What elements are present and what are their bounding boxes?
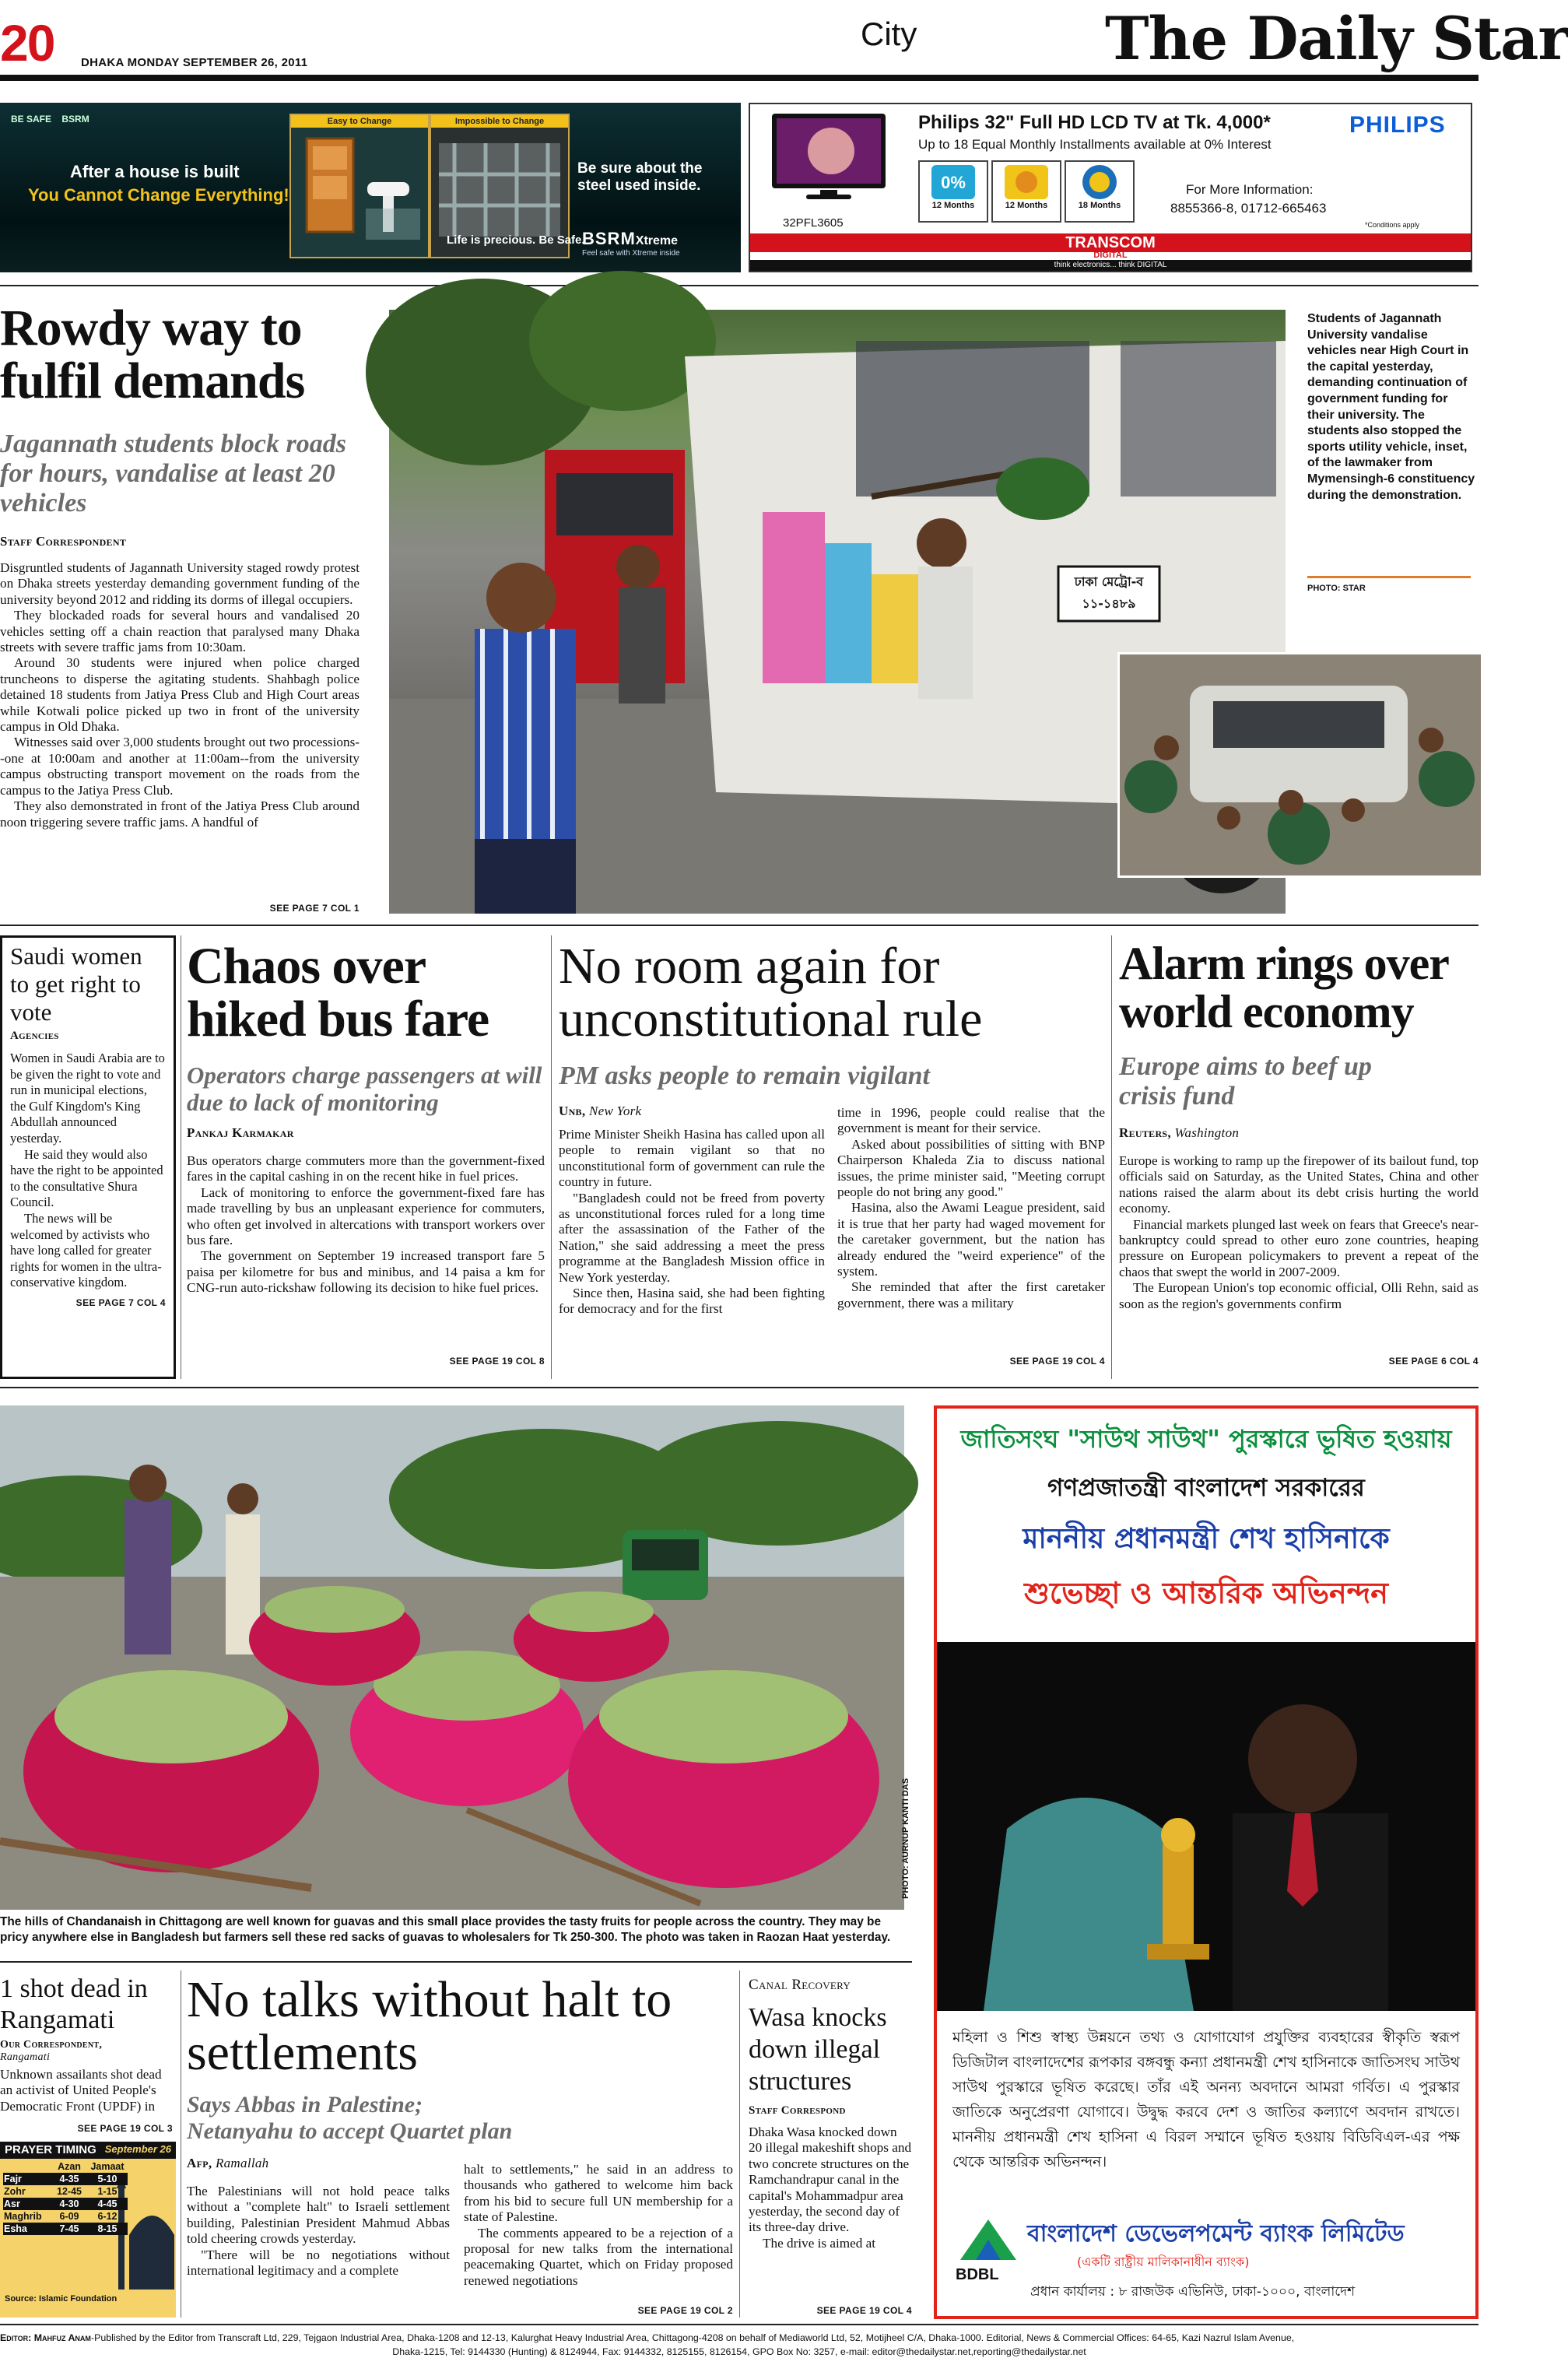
economy-para: The European Union's top economic official, Olli Rehn, said as soon as the region's governments confirm: [1119, 1280, 1479, 1311]
economy-para: Financial markets plunged last week on fears that Greece's near-bankruptcy could spread to other euro zone countries, heaping pressure on European policymakers to prevent a repeat of the chaos that swept the world in 2007-2009.: [1119, 1216, 1479, 1279]
bus-para: Lack of monitoring to enforce the government-fixed fare has made travelling by bus an unpleasant experience for commuters, who often get involved in altercations with transport workers over bus fare.: [187, 1184, 545, 1248]
section-title: City: [861, 16, 917, 52]
rangamati-see-page: SEE PAGE 19 COL 3: [77, 2123, 173, 2134]
lead-inset-photo: [1117, 652, 1483, 878]
pm-para: time in 1996, people could realise that the government is meant for their service.: [837, 1105, 1105, 1136]
transcom-dealer: TRANSCOM: [1065, 234, 1156, 251]
bus-plate-text: ঢাকা মেট্রো-ব ১১-১৪৮৯: [1074, 574, 1144, 611]
bsrm-right-text: Be sure about the steel used inside.: [577, 160, 703, 194]
lead-para: They blockaded roads for several hours and vandalised 20 vehicles setting off a chain reaction that paralysed many Dhaka streets with severe traffic jams from 10:30am.: [0, 608, 360, 655]
rule-below-lead: [0, 925, 1479, 926]
prayer-azan: 12-45: [57, 2186, 82, 2197]
lead-para: Around 30 students were injured when police charged truncheons to disperse the agitating students. Shahbagh police detained 18 students from Jatiya Press Club and High Court areas while Kotwali police picked up two in front of the university campus in Old Dhaka.: [0, 655, 360, 735]
bus-byline: Pankaj Karmakar: [187, 1125, 294, 1140]
prayer-name: Maghrib: [4, 2211, 42, 2222]
prayer-azan: 4-35: [59, 2174, 79, 2184]
prayer-row: [3, 2185, 128, 2198]
pm-body-col2: [837, 1105, 1105, 1311]
lead-see-page: SEE PAGE 7 COL 1: [269, 903, 360, 914]
award-ceremony-illustration: [937, 1642, 1475, 2011]
bsrm-headline-2: You Cannot Change Everything!: [28, 185, 289, 205]
philips-badges: [918, 160, 1152, 223]
prayer-azan: 7-45: [59, 2223, 79, 2234]
bus-see-page: SEE PAGE 19 COL 8: [449, 1356, 545, 1367]
footer-rule: [0, 2324, 1479, 2325]
rangamati-byline-place: Rangamati: [0, 2051, 51, 2063]
bdbl-line-4: শুভেচ্ছা ও আন্তরিক অভিনন্দন: [1024, 1576, 1388, 1610]
rangamati-headline: 1 shot dead in Rangamati: [0, 1974, 148, 2034]
bsrm-brand: BSRM: [582, 229, 636, 248]
bdbl-logo-text: BDBL: [956, 2266, 999, 2283]
wasa-label: Canal Recovery: [749, 1977, 851, 1993]
footer-line-1: [0, 2332, 1479, 2344]
saudi-body: [10, 1051, 166, 1291]
philips-phones: 8855366-8, 01712-665463: [1170, 201, 1327, 216]
crowd-inset-illustration: [1120, 654, 1481, 875]
philips-conditions: *Conditions apply: [1365, 221, 1420, 229]
wasa-headline: Wasa knocks down illegal structures: [749, 2003, 887, 2096]
bdbl-address: প্রধান কার্যালয় : ৮ রাজউক এভিনিউ, ঢাকা-১০০০, বাংলাদেশ: [1030, 2284, 1356, 2300]
pm-para: Prime Minister Sheikh Hasina has called upon all people to remain vigilant so that no unconstitutional form of government can rule the country in future.: [559, 1127, 825, 1190]
philips-brand: PHILIPS: [1349, 112, 1446, 138]
abbas-byline-place: Ramallah: [215, 2156, 269, 2170]
lead-byline: Staff Correspondent: [0, 534, 127, 549]
wasa-see-page: SEE PAGE 19 COL 4: [816, 2305, 912, 2316]
bdbl-bank-block: [937, 2210, 1475, 2319]
prayer-jamaat: 5-10: [97, 2174, 118, 2184]
pm-headline: No room again for unconstitutional rule: [559, 938, 983, 1047]
pm-kicker: PM asks people to remain vigilant: [559, 1061, 930, 1090]
abbas-byline-source: Afp,: [187, 2156, 212, 2170]
transcom-sub: DIGITAL: [1093, 251, 1128, 260]
svg-text:0%: 0%: [941, 173, 966, 192]
philips-info-title: For More Information:: [1186, 182, 1314, 197]
ad-bsrm[interactable]: [0, 103, 741, 272]
economy-byline-source: Reuters,: [1119, 1125, 1171, 1140]
interest-icon: [1003, 163, 1050, 201]
bdbl-logo-icon: [952, 2216, 1023, 2263]
guava-market-illustration: [0, 1405, 904, 1910]
economy-byline: [1119, 1125, 1239, 1141]
saudi-see-page: SEE PAGE 7 COL 4: [75, 1297, 166, 1308]
rule-below-stories: [0, 1387, 1479, 1388]
transcom-bar: [750, 233, 1471, 252]
philips-subline: Up to 18 Equal Monthly Installments available at 0% Interest: [918, 137, 1272, 152]
lead-kicker: Jagannath students block roads for hours, vandalise at least 20 vehicles: [0, 430, 346, 518]
bus-kicker: Operators charge passengers at will due to lack of monitoring: [187, 1061, 542, 1116]
bdbl-line-2: গণপ্রজাতন্ত্রী বাংলাদেশ সরকারের: [1047, 1474, 1365, 1502]
lead-photo-caption: Students of Jagannath University vandalise vehicles near High Court in the capital yesterday, demanding continuation of government funding for their university. The students also stopped the sports utility vehicle, inset, of the lawmaker from Mymensingh-6 constituency during the demonstration.: [1307, 312, 1475, 502]
wasa-body: [749, 2125, 912, 2251]
pm-para: Since then, Hasina said, she had been fighting for democracy and for the first: [559, 1286, 825, 1317]
bsrm-brand-suffix: Xtreme: [635, 234, 679, 247]
pm-para: She reminded that after the first caretaker government, there was a military: [837, 1279, 1105, 1311]
bsrm-panel-impossible-label: Impossible to Change: [431, 115, 568, 128]
prayer-date: September 26: [104, 2143, 171, 2155]
economy-see-page: SEE PAGE 6 COL 4: [1388, 1356, 1479, 1367]
bus-body: [187, 1153, 545, 1297]
bsrm-tagline: Life is precious. Be Safe.: [447, 233, 585, 247]
saudi-story-box: [0, 935, 176, 1379]
bdbl-bank-name: বাংলাদেশ ডেভেলপমেন্ট ব্যাংক লিমিটেড: [1027, 2220, 1405, 2247]
prayer-row: [3, 2173, 128, 2185]
philips-badge-3: 18 Months: [1078, 201, 1121, 210]
abbas-para: The Palestinians will not hold peace talks without a "complete halt" to Israeli settlement building, Palestinian President Mahmud Abbas told cheering crowds yesterday.: [187, 2184, 450, 2247]
footer-editor-name: Mahfuz Anam: [33, 2332, 91, 2343]
lead-para: Disgruntled students of Jagannath University staged rowdy protest on Dhaka streets yesterday demanding government funding of the university beyond 2012 and ridding its dorms of illegal occupiers.: [0, 560, 360, 607]
prayer-name: Esha: [4, 2223, 27, 2234]
prayer-col-head: Jamaat: [90, 2161, 125, 2172]
bus-para: The government on September 19 increased transport fare 5 paisa per kilometre for bus and minibus, and 14 paisa a km for CNG-run auto-rickshaw following its decision to hike fuel prices.: [187, 1248, 545, 1296]
page-number: 20: [0, 14, 54, 72]
prayer-name: Fajr: [4, 2174, 22, 2184]
lead-body: [0, 560, 360, 830]
col-rule: [1111, 935, 1112, 1379]
bsrm-headline-1: After a house is built: [70, 162, 240, 181]
rangamati-byline: [0, 2039, 102, 2064]
header-rule: [0, 75, 1479, 81]
abbas-byline: [187, 2156, 268, 2171]
bsrm-safe-tag: BE SAFE: [11, 114, 52, 125]
rule-below-caption: [0, 1961, 912, 1963]
economy-body: [1119, 1153, 1479, 1312]
ad-philips[interactable]: [749, 103, 1472, 272]
saudi-para: The news will be welcomed by activists who have long called for greater rights for women in the ultra-conservative kingdom.: [10, 1210, 162, 1290]
guava-photo-credit: PHOTO: AURNUP KANTI DAS: [901, 1777, 910, 1899]
prayer-azan: 6-09: [59, 2211, 79, 2222]
footer-line-2: Dhaka-1215, Tel: 9144330 (Hunting) & 8124944, Fax: 9144332, 8125155, 8126154, GPO Box No: 3257, e-mail: editor@thedailystar.net,reporting@thedailystar.net: [392, 2346, 1086, 2357]
wasa-para: Dhaka Wasa knocked down 20 illegal makeshift shops and two concrete structures on the Ramchandrapur canal in the capital's Mohammadpur area yesterday, the second day of its three-day drive.: [749, 2125, 912, 2235]
pm-para: Hasina, also the Awami League president, said it is true that her party had waged movement for the caretaker government, but the nation has already endured the "weird experience" of the system.: [837, 1200, 1105, 1279]
bsrm-panel-easy-label: Easy to Change: [291, 115, 428, 128]
saudi-para: He said they would also have the right to be appointed to the consultative Shura Council.: [10, 1146, 163, 1210]
page-header: [0, 0, 1568, 86]
prayer-row: [3, 2210, 128, 2223]
lead-caption-rule: [1307, 576, 1471, 578]
guava-caption: The hills of Chandanaish in Chittagong are well known for guavas and this small place provides the tasty fruits for people across the country. They may be pricy anywhere else in Bangladesh but farmers sell these red sacks of guavas to wholesalers for Tk 250-300. The photo was taken in Raozan Haat yesterday.: [0, 1915, 891, 1944]
abbas-kicker: Says Abbas in Palestine; Netanyahu to accept Quartet plan: [187, 2092, 513, 2144]
ad-bdbl[interactable]: [934, 1405, 1479, 2319]
tv-icon: [770, 112, 887, 204]
prayer-row: [3, 2223, 128, 2235]
philips-model: 32PFL3605: [783, 216, 844, 230]
lead-photo-credit: PHOTO: STAR: [1307, 584, 1366, 593]
prayer-azan: 4-30: [59, 2198, 79, 2209]
prayer-timing-box: [0, 2142, 176, 2318]
prayer-name: Asr: [4, 2198, 20, 2209]
footer-editor-label: Editor:: [0, 2332, 32, 2343]
prayer-jamaat: 6-12: [97, 2211, 118, 2222]
economy-kicker: Europe aims to beef up crisis fund: [1119, 1052, 1372, 1111]
prayer-jamaat: 8-15: [97, 2223, 118, 2234]
prayer-row: [3, 2198, 128, 2210]
economy-para: Europe is working to ramp up the firepower of its bailout fund, top officials said on Saturday, as the United States, China and other nations raised the alarm about its debt crisis hurting the world economy.: [1119, 1153, 1479, 1216]
pm-para: "Bangladesh could not be freed from poverty as unconstitutional forces ruled for a long time after the assassination of the Father of the Nation," she said addressing a meet the press programme at the Bangladesh Mission office in New York yesterday.: [559, 1190, 825, 1285]
bdbl-bank-sub: (একটি রাষ্ট্রীয় মালিকানাধীন ব্যাংক): [1077, 2254, 1250, 2269]
abbas-para: halt to settlements," he said in an address to thousands who gathered to welcome him back from his bid to secure full UN membership for a state of Palestine.: [464, 2162, 733, 2225]
lead-headline: Rowdy way to fulfil demands: [0, 300, 305, 409]
bus-para: Bus operators charge commuters more than the government-fixed fares in the capital cashing in on the recent hike in fuel prices.: [187, 1153, 545, 1184]
bsrm-panel-easy: [289, 114, 430, 258]
philips-badge-1: 12 Months: [931, 201, 975, 210]
abbas-body-col1: [187, 2184, 450, 2279]
prayer-source: Source: Islamic Foundation: [5, 2294, 118, 2304]
zero-percent-icon: [930, 163, 977, 201]
saudi-headline: Saudi women to get right to vote: [10, 942, 142, 1026]
abbas-body-col2: [464, 2162, 733, 2289]
wasa-para: The drive is aimed at: [763, 2235, 876, 2251]
economy-headline: Alarm rings over world economy: [1119, 938, 1448, 1037]
footer-imprint: -Published by the Editor from Transcraft Ltd, 229, Tejgaon Industrial Area, Dhaka-1208 and 12-13, Kalurghat Heavy Industrial Area, Chittagong-4208 on behalf of Mediaworld Ltd, 52, Motijheel C/A, Dhaka-1000. Editorial, News & Commercial Offices: 64-65, Kazi Nazrul Islam Avenue,: [90, 2332, 1295, 2343]
bdbl-line-1: জাতিসংঘ "সাউথ সাউথ" পুরস্কারে ভূষিত হওয়ায়: [960, 1424, 1452, 1454]
lead-para: Witnesses said over 3,000 students brought out two processions--one at 10:00am and another at 11:00am--from the university campus obstructing transport movement on the roads from the campus to the Jatiya Press Club.: [0, 735, 360, 798]
pm-byline-place: New York: [588, 1104, 642, 1118]
wasa-byline: Staff Correspond: [749, 2104, 846, 2117]
prayer-col-head: Azan: [58, 2161, 81, 2172]
rangamati-byline-source: Our Correspondent,: [0, 2039, 103, 2051]
transcom-footer: think electronics... think DIGITAL: [750, 260, 1471, 271]
saudi-para: Women in Saudi Arabia are to be given the right to vote and run in municipal elections, the Gulf Kingdom's King Abdullah announced yesterday.: [10, 1051, 165, 1146]
abbas-headline: No talks without halt to settlements: [187, 1971, 672, 2081]
prayer-name: Zohr: [4, 2186, 26, 2197]
lead-para: They also demonstrated in front of the Jatiya Press Club around noon triggering severe traffic jams. A handful of: [0, 798, 360, 830]
rangamati-body: Unknown assailants shot dead an activist of United People's Democratic Front (UPDF) in: [0, 2067, 162, 2114]
prayer-jamaat: 4-45: [97, 2198, 118, 2209]
col-rule: [739, 1970, 740, 2318]
installment-icon: [1076, 163, 1123, 201]
bdbl-photo: [937, 1642, 1475, 2011]
philips-badge-2: 12 Months: [1005, 201, 1048, 210]
bdbl-body: মহিলা ও শিশু স্বাস্থ্য উন্নয়নে তথ্য ও যোগাযোগ প্রযুক্তির ব্যবহারের স্বীকৃতি স্বরূপ ডিজিটাল বাংলাদেশের রূপকার বঙ্গবন্ধু কন্যা প্রধানমন্ত্রী শেখ হাসিনাকে জাতিসংঘ সাউথ সাউথ পুরস্কারে ভূষিত করেছে। তাঁর এই অনন্য অবদানে আমরা গর্বিত। এ পুরস্কার জাতিকে অনুপ্রেরণা যোগাবে। উদ্বুদ্ধ করবে দেশ ও জাতির কল্যাণে অবদান রাখতে। মাননীয় প্রধানমন্ত্রী শেখ হাসিনা এ বিরল সম্মানে ভূষিত হওয়ায় বিডিবিএল-এর পক্ষ থেকে আন্তরিক অভিনন্দন।: [952, 2029, 1460, 2170]
bdbl-line-3: মাননীয় প্রধানমন্ত্রী শেখ হাসিনাকে: [1023, 1523, 1390, 1555]
bus-headline: Chaos over hiked bus fare: [187, 938, 489, 1047]
door-basin-icon: [291, 128, 428, 252]
prayer-jamaat: 1-15: [97, 2186, 118, 2197]
prayer-col-head: [3, 2160, 51, 2173]
pm-byline-source: Unb,: [559, 1104, 586, 1118]
prayer-table: [3, 2160, 128, 2235]
economy-byline-place: Washington: [1174, 1125, 1240, 1140]
dateline: DHAKA MONDAY SEPTEMBER 26, 2011: [81, 56, 308, 69]
abbas-para: The comments appeared to be a rejection of a proposal for new talks from the international peacemaking Quartet, which on Friday proposed renewed negotiations: [464, 2225, 733, 2288]
abbas-see-page: SEE PAGE 19 COL 2: [637, 2305, 733, 2316]
pm-body-col1: [559, 1127, 825, 1318]
saudi-byline: Agencies: [10, 1030, 59, 1042]
abbas-para: "There will be no negotiations without international legitimacy and a complete: [187, 2247, 450, 2279]
bsrm-brand-sub: Feel safe with Xtreme inside: [582, 249, 680, 258]
prayer-title: PRAYER TIMING: [5, 2143, 96, 2156]
pm-byline: [559, 1104, 641, 1119]
philips-headline: Philips 32" Full HD LCD TV at Tk. 4,000*: [918, 112, 1271, 133]
masthead: The Daily Star: [1105, 4, 1568, 73]
bsrm-brand-small: BSRM: [61, 114, 89, 125]
pm-para: Asked about possibilities of sitting with BNP Chairperson Khaleda Zia to discuss national issues, the prime minister said, "Meeting corrupt people do not bring any good.": [837, 1136, 1105, 1200]
pm-see-page: SEE PAGE 19 COL 4: [1009, 1356, 1105, 1367]
rule-below-ads: [0, 285, 1479, 286]
guava-photo: [0, 1405, 904, 1910]
col-rule: [551, 935, 552, 1379]
